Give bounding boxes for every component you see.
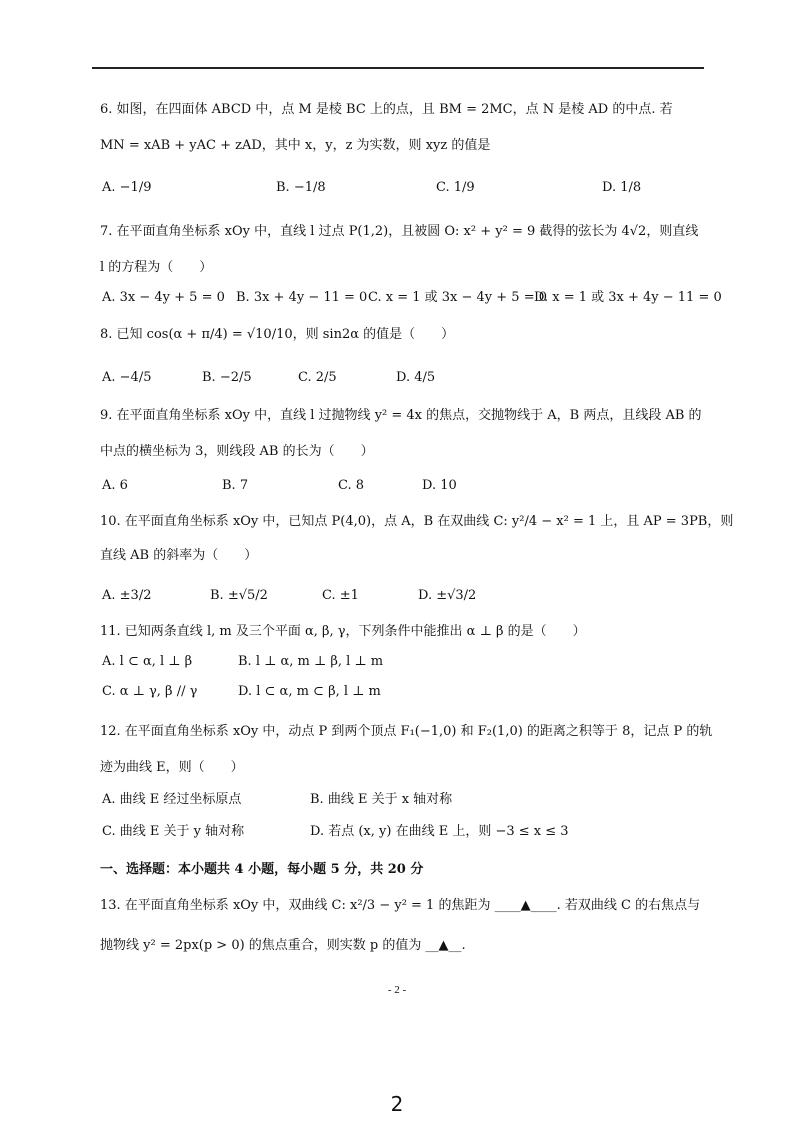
- option-a: A. ±3/2: [102, 588, 152, 603]
- question-11-line-1: 11. 已知两条直线 l, m 及三个平面 α, β, γ，下列条件中能推出 α ⊥ β 的是（ ）: [100, 624, 586, 639]
- option-b: B. ±√5/2: [210, 588, 268, 603]
- option-b: B. l ⊥ α, m ⊥ β, l ⊥ m: [238, 654, 384, 669]
- option-c: C. 1/9: [436, 180, 475, 195]
- option-a: A. 3x − 4y + 5 = 0: [102, 290, 225, 305]
- option-b: B. −1/8: [276, 180, 326, 195]
- option-c: C. ±1: [322, 588, 359, 603]
- option-a: A. 6: [102, 478, 128, 493]
- question-10-line-1: 10. 在平面直角坐标系 xOy 中，已知点 P(4,0)，点 A，B 在双曲线 C: y²/4 − x² = 1 上，且 AP = 3PB，则: [100, 514, 734, 529]
- section-heading: 一、选择题：本小题共 4 小题，每小题 5 分，共 20 分: [100, 862, 424, 877]
- question-7-line-2: l 的方程为（ ）: [100, 260, 213, 275]
- question-13-line-1: 13. 在平面直角坐标系 xOy 中，双曲线 C: x²/3 − y² = 1 的焦距为 ____▲____. 若双曲线 C 的右焦点与: [100, 898, 701, 913]
- question-13-line-2: 抛物线 y² = 2px(p > 0) 的焦点重合，则实数 p 的值为 __▲__.: [100, 938, 466, 953]
- question-9-line-1: 9. 在平面直角坐标系 xOy 中，直线 l 过抛物线 y² = 4x 的焦点，交抛物线于 A，B 两点，且线段 AB 的: [100, 408, 702, 423]
- option-b: B. 3x + 4y − 11 = 0: [236, 290, 368, 305]
- option-c: C. x = 1 或 3x − 4y + 5 = 0: [368, 290, 548, 305]
- page-footer: - 2 -: [387, 984, 407, 996]
- option-b: B. −2/5: [202, 370, 252, 385]
- option-a: A. −4/5: [102, 370, 152, 385]
- question-6-line-2: MN = xAB + yAC + zAD，其中 x，y，z 为实数，则 xyz 的值是: [100, 138, 491, 153]
- question-8-line-1: 8. 已知 cos(α + π/4) = √10/10，则 sin2α 的值是（ ）: [100, 327, 455, 342]
- question-9-line-2: 中点的横坐标为 3，则线段 AB 的长为（ ）: [100, 444, 374, 459]
- option-d: D. 1/8: [602, 180, 642, 195]
- option-a: A. l ⊂ α, l ⊥ β: [102, 654, 193, 669]
- option-c: C. α ⊥ γ, β // γ: [102, 684, 198, 699]
- top-rule: [92, 67, 704, 69]
- question-6-line-1: 6. 如图，在四面体 ABCD 中，点 M 是棱 BC 上的点，且 BM = 2MC，点 N 是棱 AD 的中点. 若: [100, 102, 673, 117]
- option-b: B. 7: [222, 478, 249, 493]
- option-b: B. 曲线 E 关于 x 轴对称: [310, 792, 453, 807]
- option-d: D. x = 1 或 3x + 4y − 11 = 0: [534, 290, 722, 305]
- option-d: D. ±√3/2: [418, 588, 477, 603]
- option-c: C. 2/5: [298, 370, 337, 385]
- question-7-line-1: 7. 在平面直角坐标系 xOy 中，直线 l 过点 P(1,2)，且被圆 O: x² + y² = 9 截得的弦长为 4√2，则直线: [100, 224, 699, 239]
- question-12-line-1: 12. 在平面直角坐标系 xOy 中，动点 P 到两个顶点 F₁(−1,0) 和 F₂(1,0) 的距离之积等于 8，记点 P 的轨: [100, 724, 713, 739]
- page-number: 2: [390, 1092, 404, 1116]
- option-a: A. −1/9: [102, 180, 152, 195]
- option-d: D. 若点 (x, y) 在曲线 E 上，则 −3 ≤ x ≤ 3: [310, 824, 569, 839]
- option-c: C. 8: [338, 478, 365, 493]
- option-a: A. 曲线 E 经过坐标原点: [102, 792, 242, 807]
- question-10-line-2: 直线 AB 的斜率为（ ）: [100, 548, 258, 563]
- option-d: D. l ⊂ α, m ⊂ β, l ⊥ m: [238, 684, 381, 699]
- option-d: D. 10: [422, 478, 457, 493]
- option-c: C. 曲线 E 关于 y 轴对称: [102, 824, 245, 839]
- question-12-line-2: 迹为曲线 E，则（ ）: [100, 760, 244, 775]
- option-d: D. 4/5: [396, 370, 436, 385]
